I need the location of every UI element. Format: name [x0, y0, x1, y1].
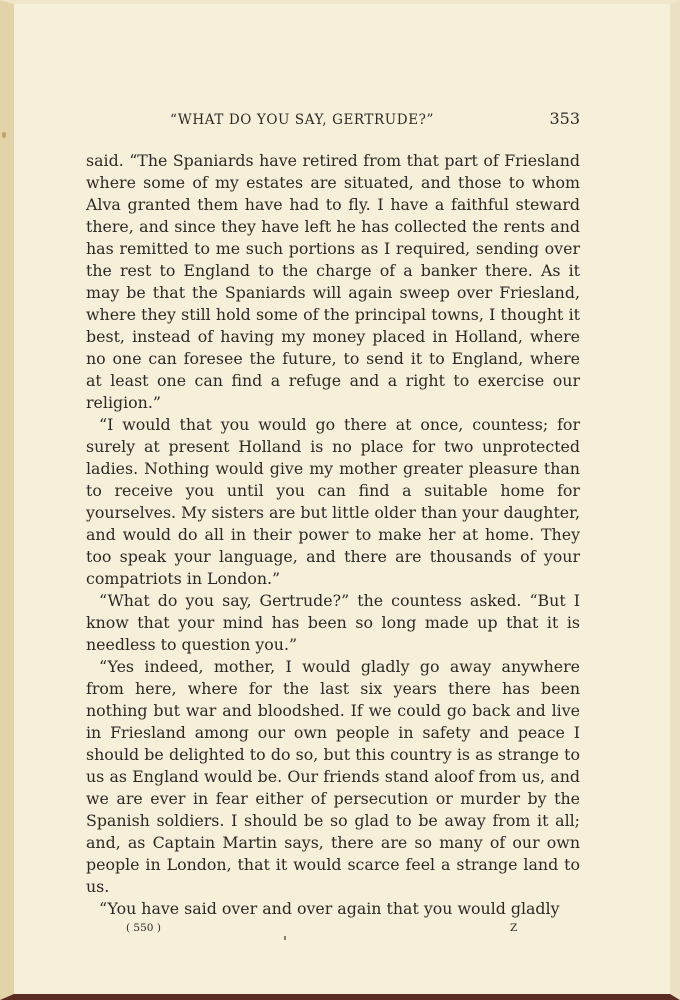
running-head: [86, 109, 580, 136]
paragraph-5: “You have said over and over again that you would gladly: [99, 899, 560, 918]
binding-mark: [2, 132, 6, 138]
paragraph-2: “I would that you would go there at once, countess; for surely at present Holland is no place for two unprotected ladies. Nothing would give my mother greater pleasure than to receive you until you can find a suitable home for yourselves. My sisters are but little older than your daughter, and would do all in their power to make her at home. They too speak your language, and there are thousands of your compatriots in London.”: [86, 415, 580, 588]
page-number: 353: [549, 109, 580, 128]
page-footer: [86, 922, 580, 942]
paragraph-3: “What do you say, Gertrude?” the countess asked. “But I know that your mind has been so long made up that it is needless to question you.”: [86, 591, 580, 654]
paragraph-1: said. “The Spaniards have retired from that part of Friesland where some of my estates are situated, and those to whom Alva granted them have had to fly. I have a faithful steward there, and since they have left he has collected the rents and has remitted to me such portions as I required, sending over the rest to England to the charge of a banker there. As it may be that the Spaniards will again sweep over Friesland, where they still hold some of the principal towns, I thought it best, instead of having my money placed in Holland, where no one can foresee the future, to send it to England, where at least one can find a refuge and a right to exercise our religion.”: [86, 151, 580, 412]
paragraph-4: “Yes indeed, mother, I would gladly go away anywhere from here, where for the last six years there has been nothing but war and bloodshed. If we could go back and live in Friesland among our own people in safety and peace I should be delighted to do so, but this country is as strange to us as England would be. Our friends stand aloof from us, and we are ever in fear either of persecution or murder by the Spanish soldiers. I should be so glad to be away from it all; and, as Captain Martin says, there are so many of our own people in London, that it would scarce feel a strange land to us.: [86, 657, 580, 896]
paper-speck: [284, 936, 286, 940]
signature-letter: Z: [510, 922, 518, 934]
signature-number: ( 550 ): [126, 922, 161, 934]
running-title: “WHAT DO YOU SAY, GERTRUDE?”: [170, 112, 434, 128]
page-content: [86, 109, 580, 942]
